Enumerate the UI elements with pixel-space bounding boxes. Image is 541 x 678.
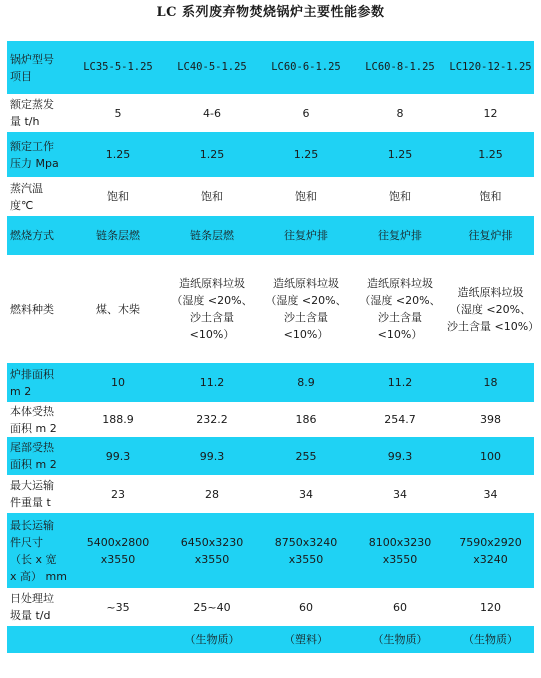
row-label-line: 尾部受热 <box>10 441 54 454</box>
value-cell <box>353 255 447 363</box>
value-line: <10%） <box>189 328 235 341</box>
value-line: x3240 <box>473 552 508 566</box>
value-line: 8100x3230 <box>368 535 432 549</box>
value-cell <box>71 626 165 653</box>
value-line: <10%） <box>377 328 423 341</box>
row-label-line: 日处理垃 <box>10 592 54 605</box>
value-line: （湿度 <20%、 <box>265 294 347 307</box>
value-line: 34 <box>483 487 498 501</box>
value-cell <box>165 177 259 216</box>
value-line: 6450x3230 <box>180 535 244 549</box>
value-cell <box>71 177 165 216</box>
row-label-cell <box>7 177 71 216</box>
value-cell <box>165 475 259 513</box>
value-line: 12 <box>483 106 498 120</box>
value-line: 255 <box>295 449 317 463</box>
value-cell <box>353 94 447 132</box>
value-line: 沙土含量 <box>284 311 328 324</box>
row-label-line: 面积 m 2 <box>10 458 57 471</box>
value-line: 煤、木柴 <box>96 302 140 316</box>
value-line: 10 <box>111 376 125 389</box>
value-line: 7590x2920 <box>459 535 522 549</box>
value-cell <box>353 177 447 216</box>
table-header-row <box>7 41 534 94</box>
value-cell <box>165 132 259 177</box>
value-cell <box>71 513 165 588</box>
value-line: 18 <box>483 376 498 389</box>
value-line: x3550 <box>194 552 230 566</box>
row-label-line: 面积 m 2 <box>10 421 57 435</box>
row-label-cell <box>7 402 71 437</box>
model-header-cell: LC40-5-1.25 <box>177 61 247 73</box>
value-cell <box>165 402 259 437</box>
row-label-line: 件重量 t <box>10 496 51 509</box>
table-row <box>7 255 534 363</box>
value-cell <box>447 437 534 475</box>
row-label-cell <box>7 132 71 177</box>
value-cell <box>71 94 165 132</box>
value-cell <box>71 363 165 402</box>
value-line: x3550 <box>382 552 418 566</box>
value-line: 造纸原料垃圾 <box>457 285 524 299</box>
value-cell <box>353 626 447 653</box>
value-cell <box>447 94 534 132</box>
value-line: 188.9 <box>102 413 134 426</box>
value-cell <box>353 475 447 513</box>
table-row <box>7 132 534 177</box>
table-row <box>7 513 534 588</box>
row-label-line: 量 t/h <box>10 115 40 128</box>
value-cell <box>353 588 447 626</box>
value-line: 232.2 <box>196 413 228 426</box>
value-line: （湿度 <20%、 <box>171 294 253 307</box>
value-cell <box>71 588 165 626</box>
row-label-cell <box>7 216 71 255</box>
value-line: 饱和 <box>389 190 411 203</box>
row-label-cell <box>7 437 71 475</box>
row-label-line: （长 x 宽 <box>10 552 57 566</box>
value-line: 饱和 <box>107 190 129 203</box>
header-label-line: 项目 <box>10 69 32 83</box>
row-label-line: m 2 <box>10 384 32 398</box>
value-line: 造纸原料垃圾 <box>367 277 433 290</box>
row-label-cell <box>7 626 71 653</box>
value-cell <box>447 402 534 437</box>
value-cell <box>447 363 534 402</box>
model-header-cell: LC60-8-1.25 <box>365 61 435 73</box>
row-label-cell <box>7 475 71 513</box>
table-row <box>7 626 534 653</box>
row-label-line: 燃料种类 <box>10 302 54 316</box>
value-line: 饱和 <box>295 190 317 203</box>
row-label-cell <box>7 588 71 626</box>
value-line: 1.25 <box>199 148 225 161</box>
value-line: 1.25 <box>387 148 413 161</box>
value-cell <box>165 255 259 363</box>
page-title: LC 系列废弃物焚烧锅炉主要性能参数 <box>156 5 385 20</box>
value-line: 60 <box>393 600 407 614</box>
value-line: 5400x2800 <box>86 535 150 549</box>
value-line: 往复炉排 <box>378 229 422 242</box>
value-line: 链条层燃 <box>96 229 140 242</box>
row-label-line: 炉排面积 <box>10 367 54 381</box>
table-row <box>7 588 534 626</box>
value-line: 6 <box>302 106 310 120</box>
value-line: x3550 <box>288 552 324 566</box>
value-cell <box>259 437 353 475</box>
table-row <box>7 402 534 437</box>
value-line: 1.25 <box>293 148 319 161</box>
value-line: 99.3 <box>199 449 225 463</box>
value-line: 链条层燃 <box>190 229 234 242</box>
value-cell <box>259 216 353 255</box>
value-line: 23 <box>111 487 125 501</box>
value-cell <box>165 513 259 588</box>
row-label-line: 件尺寸 <box>10 535 43 549</box>
row-label-line: 本体受热 <box>10 404 54 418</box>
value-cell <box>353 132 447 177</box>
value-cell <box>447 216 534 255</box>
value-cell <box>71 216 165 255</box>
row-label-cell <box>7 513 71 588</box>
value-line: 120 <box>480 600 501 614</box>
value-line: 254.7 <box>384 413 416 426</box>
value-cell <box>447 132 534 177</box>
value-line: 造纸原料垃圾 <box>179 277 245 290</box>
value-line: x3550 <box>100 552 136 566</box>
value-cell <box>259 132 353 177</box>
model-header-cell: LC120-12-1.25 <box>449 61 532 73</box>
value-cell <box>353 513 447 588</box>
value-cell <box>165 216 259 255</box>
model-header-cell: LC60-6-1.25 <box>271 61 341 73</box>
value-cell <box>165 626 259 653</box>
value-cell <box>259 94 353 132</box>
row-label-line: 燃烧方式 <box>10 229 54 242</box>
value-line: 1.25 <box>105 148 131 161</box>
value-line: 186 <box>295 413 317 426</box>
value-line: （生物质） <box>184 633 240 646</box>
value-line: （湿度 <20%、 <box>449 302 532 316</box>
row-label-line: 圾量 t/d <box>10 609 51 622</box>
value-line: ~35 <box>106 600 130 614</box>
value-cell <box>259 626 353 653</box>
value-line: 34 <box>393 487 407 501</box>
value-line: 8.9 <box>297 376 315 389</box>
value-cell <box>165 588 259 626</box>
table-row <box>7 177 534 216</box>
value-line: （塑料） <box>284 633 328 646</box>
model-header-cell: LC35-5-1.25 <box>83 61 153 73</box>
value-line: 398 <box>480 413 501 426</box>
value-line: <10%） <box>283 328 329 341</box>
value-line: 沙土含量 <box>378 311 422 324</box>
value-line: 99.3 <box>105 449 131 463</box>
value-cell <box>71 475 165 513</box>
value-cell <box>353 437 447 475</box>
value-cell <box>259 177 353 216</box>
value-line: 28 <box>205 487 219 501</box>
table-row <box>7 94 534 132</box>
value-line: 11.2 <box>387 376 413 389</box>
row-label-line: 额定蒸发 <box>10 98 54 111</box>
row-label-line: 蒸汽温 <box>10 181 43 195</box>
value-line: 往复炉排 <box>284 229 328 242</box>
value-cell <box>165 363 259 402</box>
value-cell <box>353 216 447 255</box>
value-line: （生物质） <box>463 633 518 646</box>
value-line: （湿度 <20%、 <box>359 294 441 307</box>
value-line: 造纸原料垃圾 <box>273 277 339 290</box>
value-cell <box>71 402 165 437</box>
value-line: （生物质） <box>372 633 428 646</box>
value-cell <box>165 437 259 475</box>
value-cell <box>447 513 534 588</box>
table-row <box>7 363 534 402</box>
row-label-line: 最长运输 <box>10 518 54 532</box>
value-cell <box>447 588 534 626</box>
header-label-line: 锅炉型号 <box>10 52 54 66</box>
value-cell <box>447 255 540 363</box>
row-label-line: 压力 Mpa <box>10 156 59 170</box>
value-line: 25~40 <box>193 600 231 614</box>
value-cell <box>71 132 165 177</box>
value-line: 11.2 <box>199 376 225 389</box>
value-line: 99.3 <box>387 449 413 463</box>
value-cell <box>259 513 353 588</box>
row-label-line: 额定工作 <box>10 139 54 153</box>
value-line: 1.25 <box>478 148 503 161</box>
value-line: 4-6 <box>203 106 221 120</box>
table-row <box>7 437 534 475</box>
value-line: 8 <box>396 106 404 120</box>
value-cell <box>447 475 534 513</box>
value-line: 饱和 <box>201 190 223 203</box>
row-label-line: x 高） mm <box>10 569 67 583</box>
value-line: 60 <box>299 600 313 614</box>
row-label-line: 最大运输 <box>10 479 54 492</box>
value-cell <box>71 437 165 475</box>
value-line: 往复炉排 <box>468 229 513 242</box>
row-label-cell <box>7 94 71 132</box>
value-line: 100 <box>480 449 501 463</box>
table-row <box>7 216 534 255</box>
value-cell <box>259 475 353 513</box>
value-cell <box>259 588 353 626</box>
value-line: 沙土含量 <box>190 311 234 324</box>
value-line: 8750x3240 <box>274 535 338 549</box>
value-cell <box>71 255 165 363</box>
value-cell <box>353 402 447 437</box>
value-cell <box>165 94 259 132</box>
performance-parameters-table <box>7 41 540 653</box>
header-label-cell <box>7 41 71 94</box>
value-line: 沙土含量 <10%） <box>447 319 540 333</box>
row-label-cell <box>7 255 71 363</box>
value-cell <box>447 626 534 653</box>
value-cell <box>259 255 353 363</box>
value-cell <box>447 177 534 216</box>
table-row <box>7 475 534 513</box>
value-cell <box>353 363 447 402</box>
row-label-cell <box>7 363 71 402</box>
value-line: 34 <box>299 487 313 501</box>
value-line: 饱和 <box>479 190 502 203</box>
row-label-line: 度℃ <box>10 198 34 212</box>
value-line: 5 <box>114 106 122 120</box>
value-cell <box>259 363 353 402</box>
value-cell <box>259 402 353 437</box>
